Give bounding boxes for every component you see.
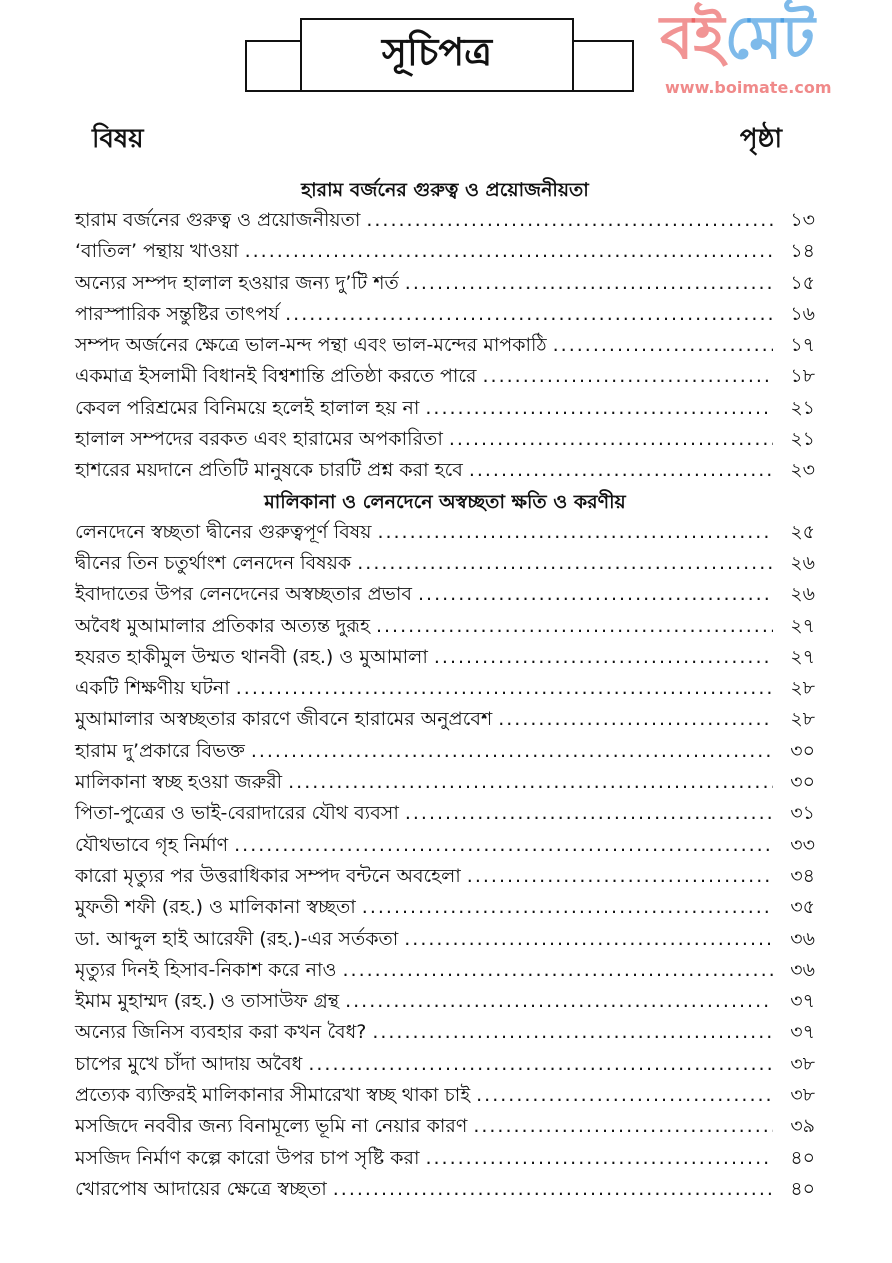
toc-entry	[75, 330, 815, 361]
entry-page: ৩৬	[790, 958, 815, 981]
leader-dots	[404, 924, 773, 955]
leader-dots	[483, 361, 773, 392]
leader-dots	[473, 1111, 773, 1142]
section-heading: হারাম বর্জনের গুরুত্ব ও প্রয়োজনীয়তা	[301, 179, 589, 201]
entry-page: ৩৮	[790, 1084, 815, 1107]
toc-entry	[75, 236, 815, 267]
entry-title: পিতা-পুত্রের ও ভাই-বেরাদারের যৌথ ব্যবসা	[75, 802, 399, 825]
leader-dots	[469, 455, 773, 486]
entry-title: মুআমালার অস্বচ্ছতার কারণে জীবনে হারামের অনুপ্রবেশ	[75, 708, 493, 731]
leader-dots	[405, 798, 773, 829]
entry-page: ২৬	[790, 551, 815, 574]
entry-title: পারস্পারিক সন্তুষ্টির তাৎপর্য	[75, 302, 280, 325]
leader-dots	[405, 268, 773, 299]
entry-page: ২১	[790, 396, 815, 419]
page-title: সূচিপত্র	[300, 18, 574, 92]
entry-title: কেবল পরিশ্রমের বিনিময়ে হলেই হালাল হয় না	[75, 396, 420, 419]
page-column-header: পৃষ্ঠা	[739, 124, 782, 154]
toc-entry	[75, 1143, 815, 1174]
toc-entry	[75, 548, 815, 579]
toc-entry	[75, 517, 815, 548]
toc-entry	[75, 924, 815, 955]
leader-dots	[343, 955, 773, 986]
leader-dots	[376, 611, 773, 642]
entry-title: খোরপোষ আদায়ের ক্ষেত্রে স্বচ্ছতা	[75, 1177, 327, 1200]
leader-dots	[434, 642, 773, 673]
entry-page: ১৫	[790, 271, 815, 294]
entry-page: ২৮	[790, 677, 815, 700]
leader-dots	[288, 767, 773, 798]
leader-dots	[308, 1049, 773, 1080]
entry-page: ২৭	[790, 614, 815, 637]
entry-page: ২৭	[790, 645, 815, 668]
entry-title: মালিকানা স্বচ্ছ হওয়া জরুরী	[75, 771, 283, 794]
entry-title: একটি শিক্ষণীয় ঘটনা	[75, 677, 230, 700]
leader-dots	[362, 892, 773, 923]
entry-page: ২৮	[790, 708, 815, 731]
entry-title: মুফতী শফী (রহ.) ও মালিকানা স্বচ্ছতা	[75, 896, 356, 919]
entry-title: হারাম বর্জনের গুরুত্ব ও প্রয়োজনীয়তা	[75, 209, 361, 231]
leader-dots	[285, 299, 773, 330]
leader-dots	[467, 861, 773, 892]
toc-entry	[75, 1174, 815, 1205]
toc-entry	[75, 361, 815, 392]
entry-page: ৩১	[790, 802, 815, 825]
leader-dots	[449, 424, 773, 455]
leader-dots	[498, 704, 773, 735]
entry-title: অন্যের জিনিস ব্যবহার করা কখন বৈধ?	[75, 1021, 367, 1044]
entry-page: ৩৩	[790, 833, 815, 856]
watermark-logo-a: বই	[660, 3, 725, 73]
leader-dots	[377, 517, 773, 548]
entry-title: হারাম দু’প্রকারে বিভক্ত	[75, 739, 245, 762]
entry-page: ৪০	[790, 1146, 815, 1169]
entry-page: ১৩	[790, 209, 815, 231]
entry-title: ডা. আব্দুল হাই আরেফী (রহ.)-এর সর্তকতা	[75, 927, 399, 950]
toc-entry	[75, 393, 815, 424]
toc-entry	[75, 704, 815, 735]
entry-title: কারো মৃত্যুর পর উত্তরাধিকার সম্পদ বন্টনে অবহেলা	[75, 864, 461, 887]
leader-dots	[366, 205, 773, 236]
entry-title: মসজিদ নির্মাণ কল্পে কারো উপর চাপ সৃষ্টি করা	[75, 1146, 420, 1169]
toc-entry	[75, 455, 815, 486]
entry-title: মসজিদে নববীর জন্য বিনামূল্যে ভূমি না নেয়ার কারণ	[75, 1115, 468, 1138]
entry-title: ইবাদাতের উপর লেনদেনের অস্বচ্ছতার প্রভাব	[75, 583, 413, 606]
entry-page: ৩০	[790, 771, 815, 794]
entry-title: মৃত্যুর দিনই হিসাব-নিকাশ করে নাও	[75, 958, 337, 981]
toc-entry	[75, 736, 815, 767]
leader-dots	[418, 579, 773, 610]
toc-entry	[75, 892, 815, 923]
entry-page: ৩৭	[790, 1021, 815, 1044]
leader-dots	[425, 393, 773, 424]
entry-title: হাশরের ময়দানে প্রতিটি মানুষকে চারটি প্রশ্ন করা হবে	[75, 459, 463, 482]
entry-title: অবৈধ মুআমালার প্রতিকার অত্যন্ত দুরূহ	[75, 614, 370, 637]
leader-dots	[234, 830, 773, 861]
entry-title: ‘বাতিল’ পন্থায় খাওয়া	[75, 240, 239, 263]
entry-title: ইমাম মুহাম্মদ (রহ.) ও তাসাউফ গ্রন্থ	[75, 990, 340, 1013]
watermark-logo-b: মেট	[724, 3, 815, 73]
entry-page: ১৬	[790, 302, 815, 325]
toc-entry	[75, 1111, 815, 1142]
watermark-logo	[660, 2, 815, 74]
leader-dots	[333, 1174, 773, 1205]
toc-entry	[75, 642, 815, 673]
entry-title: অন্যের সম্পদ হালাল হওয়ার জন্য দু’টি শর্ত	[75, 271, 399, 294]
subject-column-header: বিষয়	[92, 124, 144, 154]
entry-title: চাপের মুখে চাঁদা আদায় অবৈধ	[75, 1052, 303, 1075]
toc-entry	[75, 673, 815, 704]
entry-page: ২৬	[790, 583, 815, 606]
toc-entry	[75, 798, 815, 829]
leader-dots	[425, 1143, 773, 1174]
entry-title: হালাল সম্পদের বরকত এবং হারামের অপকারিতা	[75, 428, 443, 451]
leader-dots	[236, 673, 773, 704]
entry-page: ৩৯	[790, 1115, 815, 1138]
toc-entry	[75, 830, 815, 861]
toc-entry	[75, 986, 815, 1017]
entry-page: ৩৭	[790, 990, 815, 1013]
leader-dots	[251, 736, 773, 767]
toc-entry	[75, 767, 815, 798]
toc-entry	[75, 955, 815, 986]
watermark-url: www.boimate.com	[665, 78, 832, 97]
toc-entry	[75, 579, 815, 610]
entry-page: ৩৮	[790, 1052, 815, 1075]
entry-page: ১৮	[790, 365, 815, 388]
entry-title: প্রত্যেক ব্যক্তিরই মালিকানার সীমারেখা স্বচ্ছ থাকা চাই	[75, 1084, 471, 1107]
leader-dots	[357, 548, 773, 579]
leader-dots	[372, 1017, 773, 1048]
entry-page: ২৫	[790, 520, 815, 543]
entry-title: হযরত হাকীমুল উম্মত থানবী (রহ.) ও মুআমালা	[75, 645, 428, 668]
entry-page: ১৭	[790, 334, 815, 357]
entry-title: দ্বীনের তিন চতুর্থাংশ লেনদেন বিষয়ক	[75, 551, 352, 574]
entry-page: ৪০	[790, 1177, 815, 1200]
toc-entry	[75, 1080, 815, 1111]
leader-dots	[345, 986, 773, 1017]
toc-entry	[75, 299, 815, 330]
entry-page: ৩৬	[790, 927, 815, 950]
toc-entry	[75, 1017, 815, 1048]
toc-entry	[75, 611, 815, 642]
entry-title: সম্পদ অর্জনের ক্ষেত্রে ভাল-মন্দ পন্থা এবং ভাল-মন্দের মাপকাঠি	[75, 334, 547, 357]
toc-entry	[75, 861, 815, 892]
entry-page: ২৩	[790, 459, 815, 482]
leader-dots	[245, 236, 773, 267]
toc-entry	[75, 1049, 815, 1080]
entry-page: ১৪	[790, 240, 815, 263]
entry-title: লেনদেনে স্বচ্ছতা দ্বীনের গুরুত্বপূর্ণ বিষয়	[75, 520, 372, 543]
section-heading: মালিকানা ও লেনদেনে অস্বচ্ছতা ক্ষতি ও করণীয়	[264, 490, 626, 513]
toc-list	[75, 175, 815, 1205]
toc-entry	[75, 268, 815, 299]
entry-page: ৩৫	[790, 896, 815, 919]
entry-page: ৩৪	[790, 864, 815, 887]
entry-page: ২১	[790, 428, 815, 451]
toc-entry	[75, 424, 815, 455]
entry-title: একমাত্র ইসলামী বিধানই বিশ্বশান্তি প্রতিষ্ঠা করতে পারে	[75, 365, 477, 388]
leader-dots	[553, 330, 773, 361]
entry-title: যৌথভাবে গৃহ নির্মাণ	[75, 833, 229, 856]
toc-entry	[75, 205, 815, 236]
entry-page: ৩০	[790, 739, 815, 762]
banner-ribbon-right	[570, 40, 634, 92]
leader-dots	[476, 1080, 773, 1111]
